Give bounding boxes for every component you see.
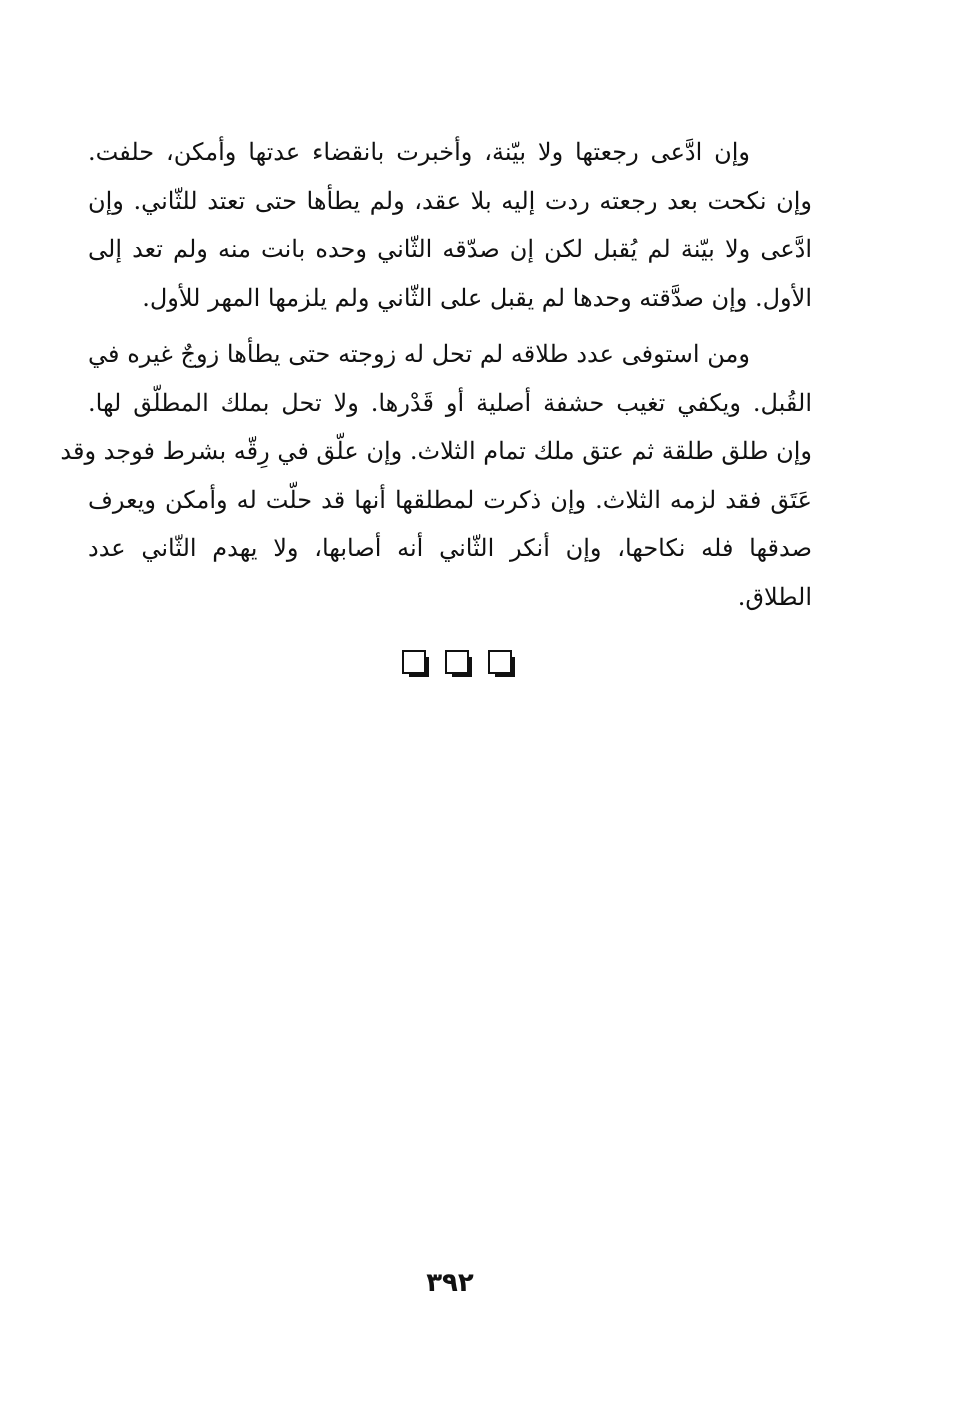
text-line: ومن استوفى عدد طلاقه لم تحل له زوجته حتى يطأها زوجٌ غيره في xyxy=(88,340,750,368)
text-line: ادَّعى ولا بيّنة لم يُقبل لكن إن صدّقه الثّاني وحده بانت منه ولم تعد إلى xyxy=(88,235,812,264)
text-line: القُبل. ويكفي تغيب حشفة أصلية أو قَدْرها. ولا تحل بملك المطلّق لها. xyxy=(88,388,812,417)
square-ornament-icon xyxy=(445,650,469,674)
page-number: ٣٩٢ xyxy=(426,1268,474,1298)
paragraph-2 xyxy=(60,330,812,622)
text-line: الطلاق. xyxy=(737,582,812,611)
text-line: الأول. وإن صدَّقته وحدها لم يقبل على الثّاني ولم يلزمها المهر للأول. xyxy=(142,283,812,312)
text-line: عَتَق فقد لزمه الثلاث. وإن ذكرت لمطلقها أنها قد حلّت له وأمكن ويعرف xyxy=(88,485,812,514)
section-divider-ornament xyxy=(402,650,512,676)
square-ornament-icon xyxy=(402,650,426,674)
paragraph-1 xyxy=(88,128,812,322)
square-ornament-icon xyxy=(488,650,512,674)
text-line: وإن ادَّعى رجعتها ولا بيّنة، وأخبرت بانقضاء عدتها وأمكن، حلفت. xyxy=(88,138,750,166)
text-line: وإن طلق طلقة ثم عتق ملك تمام الثلاث. وإن علّق في رِقّه بشرط فوجد وقد xyxy=(60,437,812,466)
text-line: وإن نكحت بعد رجعته ردت إليه بلا عقد، ولم يطأها حتى تعتد للثّاني. وإن xyxy=(88,186,812,215)
text-line: صدقها فله نكاحها، وإن أنكر الثّاني أنه أصابها، ولا يهدم الثّاني عدد xyxy=(88,534,812,563)
